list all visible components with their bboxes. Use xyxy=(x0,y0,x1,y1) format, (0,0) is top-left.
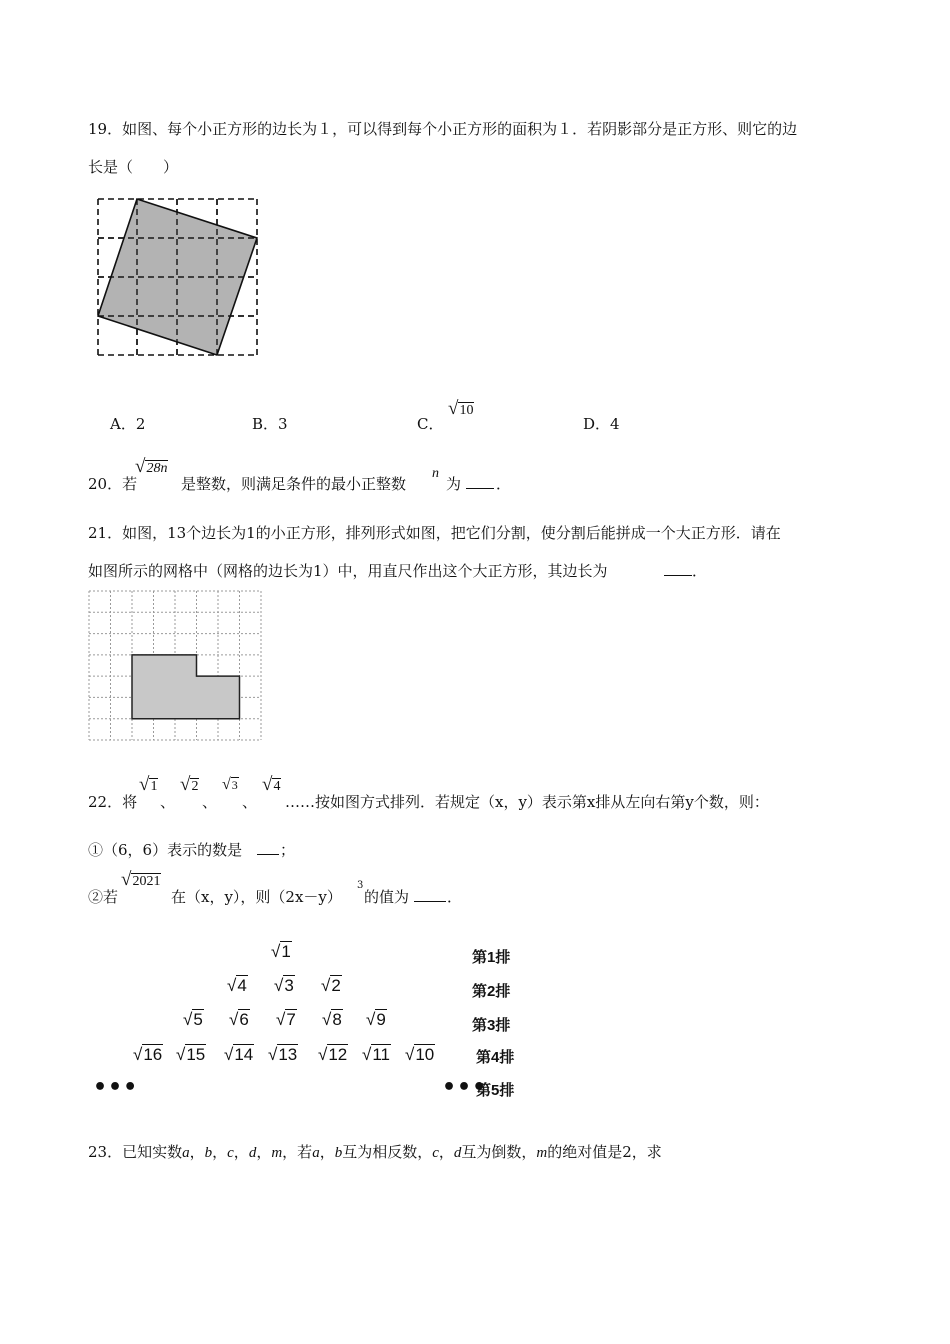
q19-option-a: A．2 xyxy=(110,415,146,433)
tri-r4-c7: √10 xyxy=(405,1045,435,1064)
q23-mid2: 互为相反数， xyxy=(342,1143,433,1161)
q23-line: 23．已知实数a，b，c，d，m，若a，b互为相反数，c，d互为倒数，m的绝对值是2，求 xyxy=(88,1143,662,1161)
q22-sqrt-2: √2 xyxy=(180,774,199,795)
q19-line2: 长是（ ） xyxy=(88,158,179,176)
q22-sep-3: 、 xyxy=(242,793,258,811)
q20-sqrt: √28n xyxy=(135,456,168,477)
q20-end: ． xyxy=(496,475,512,493)
q20-answer-blank[interactable] xyxy=(466,474,494,489)
q21-end: ． xyxy=(692,562,708,580)
tri-r2-c2: √3 xyxy=(274,976,294,995)
tri-r4-c5: √12 xyxy=(318,1045,348,1064)
tri-r1-c1: √1 xyxy=(271,942,291,961)
q23-mid1: ，若 xyxy=(282,1143,313,1161)
q23-var-m: m xyxy=(271,1145,283,1161)
q22-sep-2: 、 xyxy=(202,793,218,811)
q22-sub2-prefix: ②若 xyxy=(88,888,119,906)
q20-prefix: 20．若 xyxy=(88,475,138,493)
row-label-2: 第2排 xyxy=(472,983,511,1000)
tri-r3-c3: √7 xyxy=(276,1010,296,1029)
q22-sqrt-3: √3 xyxy=(222,776,238,793)
q22-sub1: ①（6，6）表示的数是 xyxy=(88,841,243,859)
q19-option-c: C． xyxy=(417,415,444,433)
q22-sub2-mid: 在（x，y），则（2x－y） xyxy=(171,888,342,906)
tri-r2-c1: √4 xyxy=(227,976,247,995)
q22-sub1-end: ； xyxy=(280,841,296,859)
row-label-5: 第5排 xyxy=(476,1082,515,1099)
q23-var-d: d xyxy=(248,1145,257,1161)
q22-sub2-sqrt: √2021 xyxy=(121,869,161,890)
q22-prefix: 22．将 xyxy=(88,793,138,811)
q20-text: 是整数，则满足条件的最小正整数 xyxy=(181,475,407,493)
row-label-4: 第4排 xyxy=(476,1049,515,1066)
q19-option-c-sqrt: √10 xyxy=(448,398,474,419)
q19-line1: 19．如图、每个小正方形的边长为１，可以得到每个小正方形的面积为１．若阴影部分是正方形、则它的边 xyxy=(88,120,798,138)
q22-sep-1: 、 xyxy=(160,793,176,811)
q22-sub2-blank[interactable] xyxy=(414,887,446,902)
tri-dots-right: ••• xyxy=(442,1075,488,1100)
q23-var-c2: c xyxy=(432,1145,439,1161)
tri-dots-left: ••• xyxy=(93,1075,139,1100)
q21-line2: 如图所示的网格中（网格的边长为1）中，用直尺作出这个大正方形，其边长为 xyxy=(88,562,608,580)
tri-r4-c6: √11 xyxy=(362,1045,390,1064)
tri-r3-c1: √5 xyxy=(183,1010,203,1029)
row-label-1: 第1排 xyxy=(472,949,511,966)
q23-var-d2: d xyxy=(453,1145,462,1161)
q19-figure xyxy=(94,195,262,357)
q21-answer-blank[interactable] xyxy=(664,561,692,576)
tri-r3-c2: √6 xyxy=(229,1010,249,1029)
q23-var-b: b xyxy=(204,1145,213,1161)
tri-r2-c3: √2 xyxy=(321,976,341,995)
q22-sub2-exp: 3 xyxy=(357,880,364,891)
row-label-3: 第3排 xyxy=(472,1017,511,1034)
q20-var-n: n xyxy=(432,466,439,481)
q23-mid4: 的绝对值是2，求 xyxy=(547,1143,662,1161)
q22-rest: ……按如图方式排列．若规定（x，y）表示第x排从左向右第y个数，则： xyxy=(285,793,769,811)
tri-r4-c2: √15 xyxy=(176,1045,206,1064)
q19-option-d: D．4 xyxy=(583,415,620,433)
q23-var-a: a xyxy=(182,1145,190,1161)
q21-shape xyxy=(132,655,240,719)
q23-var-m2: m xyxy=(536,1145,548,1161)
q23-var-a2: a xyxy=(312,1145,320,1161)
q22-sub1-blank[interactable] xyxy=(257,840,279,855)
q21-grid-figure xyxy=(87,589,265,743)
q23-var-b2: b xyxy=(334,1145,343,1161)
q19-option-b: B．3 xyxy=(252,415,288,433)
q23-prefix: 23．已知实数 xyxy=(88,1143,183,1161)
tri-r4-c4: √13 xyxy=(268,1045,298,1064)
tri-r3-c4: √8 xyxy=(322,1010,342,1029)
q22-sqrt-1: √1 xyxy=(139,774,158,795)
q23-var-c: c xyxy=(227,1145,234,1161)
q22-sub2-post: 的值为 xyxy=(364,888,410,906)
q21-line1: 21．如图，13个边长为1的小正方形，排列形式如图，把它们分割，使分割后能拼成一个大正方形．请在 xyxy=(88,524,781,542)
q23-mid3: 互为倒数， xyxy=(461,1143,537,1161)
tri-r3-c5: √9 xyxy=(366,1010,386,1029)
q22-sub2-end: ． xyxy=(447,888,463,906)
q20-suffix: 为 xyxy=(446,475,462,493)
tri-r4-c1: √16 xyxy=(133,1045,163,1064)
q22-sqrt-4: √4 xyxy=(262,774,281,795)
tri-r4-c3: √14 xyxy=(224,1045,254,1064)
